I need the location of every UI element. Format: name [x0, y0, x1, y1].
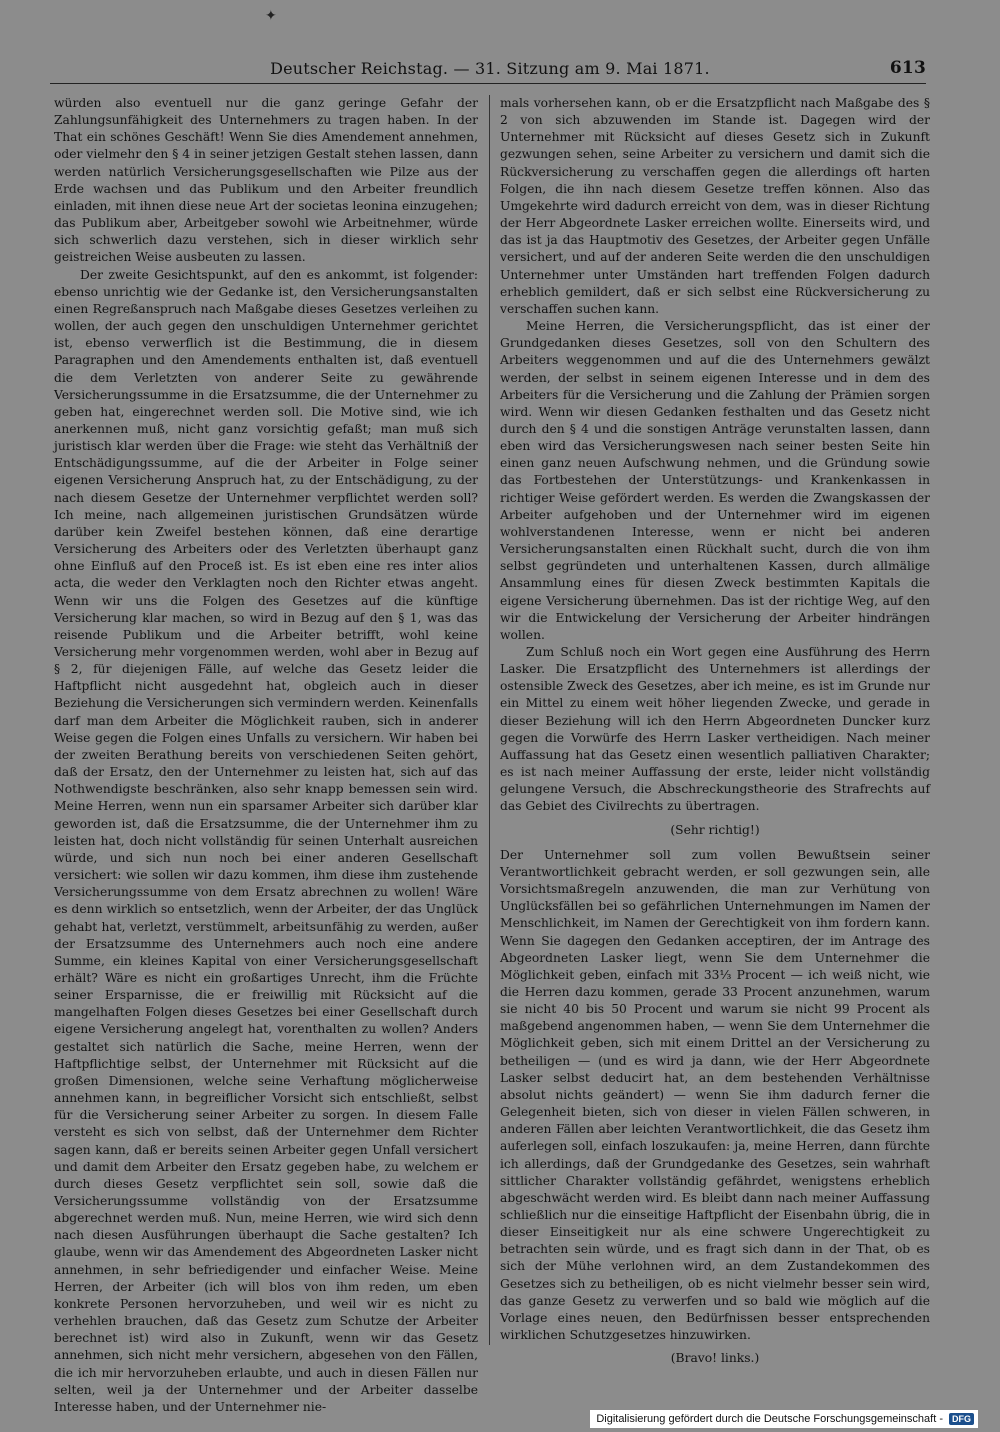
page-title: Deutscher Reichstag. — 31. Sitzung am 9. Mai 1871.: [270, 58, 710, 78]
page-number: 613: [889, 58, 926, 78]
paragraph: Der Unternehmer soll zum vollen Bewußtsein seiner Verantwortlichkeit gebracht werden, er soll gezwungen sein, alle Vorsichtsmaßregeln anzuwenden, die man zur Verhütung von Unglücksfällen bei so gefährlichen Unternehmungen im Namen der Menschlichkeit, im Namen der Gerechtigkeit von ihm fordern kann. Wenn Sie dagegen den Gedanken acceptiren, der im Antrage des Abgeordneten Lasker liegt, wenn Sie dem Unternehmer die Möglichkeit geben, einfach mit 33⅓ Procent — ich weiß nicht, wie die Herren dazu kommen, gerade 33 Procent anzunehmen, warum sie nicht 40 bis 50 Procent und warum sie nicht 99 Procent als maßgebend angenommen haben, — wenn Sie dem Unternehmer die Möglichkeit geben, sich mit einem Drittel an der Versicherung zu betheiligen — (und es wird ja dann, wie der Herr Abgeordnete Lasker selbst deducirt hat, an dem bestehenden Verhältnisse absolut nichts geändert) — wenn Sie ihm dadurch ferner die Gelegenheit bieten, sich von dieser in vielen Fällen schweren, in anderen Fällen aber leichten Verantwortlichkeit, die das Gesetz ihm auferlegen soll, einfach loszukaufen: ja, meine Herren, dann fürchte ich allerdings, daß der Grundgedanke des Gesetzes, sein wahrhaft sittlicher Charakter vollständig gefährdet, wenigstens erheblich abgeschwächt werden wird. Es bleibt dann nach meiner Auffassung schließlich nur die einseitige Haftpflicht der Eisenbahn übrig, die in dieser Einseitigkeit nur als eine schwere Ungerechtigkeit zu betrachten sein würde, und es fragt sich dann in der That, ob es sich der Mühe verlohnen wird, an dem Zustandekommen des Gesetzes sich zu betheiligen, ob es nicht vielmehr besser sein wird, das ganze Gesetz zu verwerfen und so bald wie möglich auf die Vorlage eines neuen, den Bedürfnissen besser entsprechenden wirklichen Schutzgesetzes hinzuwirken.: [500, 847, 930, 1343]
digitization-footer: [590, 1410, 978, 1428]
right-column: [500, 95, 930, 1366]
paragraph: Meine Herren, die Versicherungspflicht, das ist einer der Grundgedanken dieses Gesetzes, soll von den Schultern des Arbeiters weggenommen und auf die des Unternehmers gewälzt werden, der selbst in seinem eigenen Interesse und in dem des Arbeiters für die Versicherung und die Zahlung der Prämien sorgen wird. Wenn wir diesen Gedanken festhalten und das Gesetz nicht durch den § 4 und die sonstigen Anträge verunstalten lassen, dann eben wird das Versicherungswesen nach seiner besten Seite hin einen ganz neuen Aufschwung nehmen, und die Gründung sowie das Fortbestehen der Unterstützungs- und Krankenkassen in richtiger Weise gefördert werden. Es werden die Zwangskassen der Arbeiter aufgehoben und der Unternehmer wird im eigenen wohlverstandenen Interesse, wenn er nicht bei anderen Versicherungsanstalten einen Rückhalt sucht, durch die von ihm selbst gegründeten und unterhaltenen Kassen, durch allmälige Ansammlung eines für diesen Zweck bestimmten Kapitals die eigene Versicherung übernehmen. Das ist der richtige Weg, auf den wir die Entwickelung der Versicherung der Arbeiter hindrängen wollen.: [500, 319, 930, 642]
left-column: [54, 95, 478, 1414]
paragraph: Der zweite Gesichtspunkt, auf den es ankommt, ist folgender: ebenso unrichtig wie der Gedanke ist, den Versicherungsanstalten einen Regreßanspruch nach Maßgabe dieses Gesetzes verleihen zu wollen, der auch gegen den unschuldigen Unternehmer gerichtet ist, ebenso verwerflich ist die Bestimmung, die in diesem Paragraphen und den Amendements enthalten ist, daß eventuell die dem Verletzten von anderer Seite zu gewährende Versicherungssumme in die Ersatzsumme, die der Unternehmer zu geben hat, eingerechnet werden soll. Die Motive sind, wie ich anerkennen muß, nicht ganz vorsichtig gefaßt; man muß sich juristisch klar werden über die Frage: wie steht das Verhältniß der Entschädigungssumme, auf die der Arbeiter in Folge seiner eigenen Versicherung Anspruch hat, zu der Entschädigung, zu der nach diesem Gesetze der Unternehmer verpflichtet werden soll? Ich meine, nach allgemeinen juristischen Grundsätzen würde darüber kein Zweifel bestehen können, daß eine derartige Versicherung des Arbeiters oder des Verletzten überhaupt ganz ohne Einfluß auf den Proceß ist. Es ist eben eine res inter alios acta, die weder den Verklagten noch den Richter etwas angeht. Wenn wir uns die Folgen des Gesetzes auf die künftige Versicherung klar machen, so wird in Bezug auf den § 1, was das reisende Publikum und die Arbeiter betrifft, wohl keine Versicherung mehr vorgenommen werden, wohl aber in Bezug auf § 2, für diejenigen Fälle, auf welche das Gesetz leider die Haftpflicht nicht ausgedehnt hat, obgleich auch in dieser Beziehung die Versicherungen sich vermindern werden. Keinenfalls darf man dem Arbeiter die Möglichkeit rauben, sich in anderer Weise gegen die Folgen eines Unfalls zu versichern. Wir haben bei der zweiten Berathung bereits von verschiedenen Seiten gehört, daß der Ersatz, den der Unternehmer zu leisten hat, sich auf das Nothwendigste beschränken, also sehr knapp bemessen sein wird. Meine Herren, wenn nun ein sparsamer Arbeiter sich darüber klar geworden ist, daß die Ersatzsumme, die der Unternehmer ihm zu leisten hat, doch nicht vollständig für seinen Unterhalt ausreichen würde, und sich nun noch bei einer anderen Gesellschaft versichert: wie sollen wir dazu kommen, ihm diese ihm zustehende Versicherungssumme von dem Ersatz abrechnen zu wollen! Wäre es denn wirklich so entsetzlich, wenn der Arbeiter, der das Unglück gehabt hat, verletzt, verstümmelt, arbeitsunfähig zu werden, außer der Ersatzsumme des Unternehmers auch noch eine andere Summe, ein kleines Kapital von einer Versicherungsgesellschaft erhält? Wäre es nicht ein großartiges Unrecht, ihm die Früchte seiner Ersparnisse, die er freiwillig mit Rücksicht auf die mangelhaften Folgen dieses Gesetzes bei einer Gesellschaft durch eigene Versicherung angelegt hat, vorenthalten zu wollen? Anders gestaltet sich natürlich die Sache, meine Herren, wenn der Haftpflichtige selbst, der Unternehmer mit Rücksicht auf die großen Dimensionen, welche seine Verhaftung möglicherweise annehmen kann, in begreiflicher Vorsicht sich entschließt, selbst für die Versicherung seiner Arbeiter zu sorgen. In diesem Falle versteht es sich von selbst, daß der Unternehmer dem Richter sagen kann, daß er bereits seinen Arbeiter gegen Unfall versichert und damit dem Arbeiter den Ersatz gegeben habe, zu welchem er durch dieses Gesetz verpflichtet sein soll, sowie daß die Versicherungssumme vollständig von der Ersatzsumme abgerechnet werden muß. Nun, meine Herren, wie wird sich denn nach diesen Ausführungen überhaupt die Sache gestalten? Ich glaube, wenn wir das Amendement des Abgeordneten Lasker nicht annehmen, in sehr befriedigender und einfacher Weise. Meine Herren, der Arbeiter (ich will blos von ihm reden, um eben konkrete Personen hervorzuheben, und weil wir es nicht zu verhehlen brauchen, daß das Gesetz zum Schutze der Arbeiter berechnet ist) wird also in Zukunft, wenn wir das Gesetz annehmen, sich nicht mehr versichern, abgesehen von den Fällen, die ich mir hervorzuheben erlaubte, und auch in diesen Fällen nur selten, weil ja der Unternehmer und der Arbeiter dasselbe Interesse haben, und der Unternehmer nie-: [54, 267, 478, 1414]
paragraph: mals vorhersehen kann, ob er die Ersatzpflicht nach Maßgabe des § 2 von sich abzuwenden im Stande ist. Dagegen wird der Unternehmer mit Rücksicht auf dieses Gesetz sich in Zukunft gezwungen sehen, seine Arbeiter zu versichern und damit sich die Rückversicherung zu verschaffen gegen die allerdings oft harten Folgen, die ihn nach diesem Gesetze treffen können. Also das Umgekehrte wird dadurch erreicht von dem, was in dieser Richtung der Herr Abgeordnete Lasker erreichen wollte. Einerseits wird, und das ist ja das Hauptmotiv des Gesetzes, der Arbeiter gegen Unfälle versichert, und auf der anderen Seite werden die den unschuldigen Unternehmer unter Umständen hart treffenden Folgen dadurch erheblich gemildert, daß er sich selbst eine Rückversicherung zu verschaffen suchen kann.: [500, 96, 930, 316]
scan-mark: ✦: [265, 8, 277, 24]
header-rule: [50, 83, 926, 84]
paragraph: würden also eventuell nur die ganz geringe Gefahr der Zahlungsunfähigkeit des Unternehmers zu tragen haben. In der That ein schönes Geschäft! Wenn Sie dies Amendement annehmen, oder vielmehr den § 4 in seiner jetzigen Gestalt stehen lassen, dann werden natürlich Versicherungsgesellschaften wie Pilze aus der Erde wachsen und das Publikum und den Arbeiter freundlich einladen, mit ihnen diese neue Art der societas leonina einzugehen; das Publikum aber, Arbeitgeber sowohl wie Arbeitnehmer, würde sich schwerlich dazu verstehen, sich in dieser wirklich sehr geistreichen Weise ausbeuten zu lassen.: [54, 96, 478, 265]
paragraph: Zum Schluß noch ein Wort gegen eine Ausführung des Herrn Lasker. Die Ersatzpflicht des Unternehmers ist allerdings der ostensible Zweck des Gesetzes, aber ich meine, es ist im Grunde nur ein Mittel zu einem weit höher liegenden Zwecke, und gerade in dieser Beziehung will ich den Herrn Abgeordneten Duncker kurz gegen die Vorwürfe des Herrn Lasker vertheidigen. Nach meiner Auffassung hat das Gesetz einen wesentlich palliativen Charakter; es ist nach meiner Auffassung der erste, leider nicht vollständig gelungene Versuch, die Abschreckungstheorie des Strafrechts auf das Gebiet des Civilrechts zu übertragen.: [500, 645, 930, 814]
column-divider: [489, 95, 490, 1345]
page-header: [50, 55, 926, 81]
interjection: (Sehr richtig!): [670, 822, 760, 837]
interjection: (Bravo! links.): [670, 1351, 760, 1366]
dfg-logo: DFG: [949, 1413, 974, 1425]
footer-text: Digitalisierung gefördert durch die Deutsche Forschungsgemeinschaft -: [596, 1413, 943, 1425]
